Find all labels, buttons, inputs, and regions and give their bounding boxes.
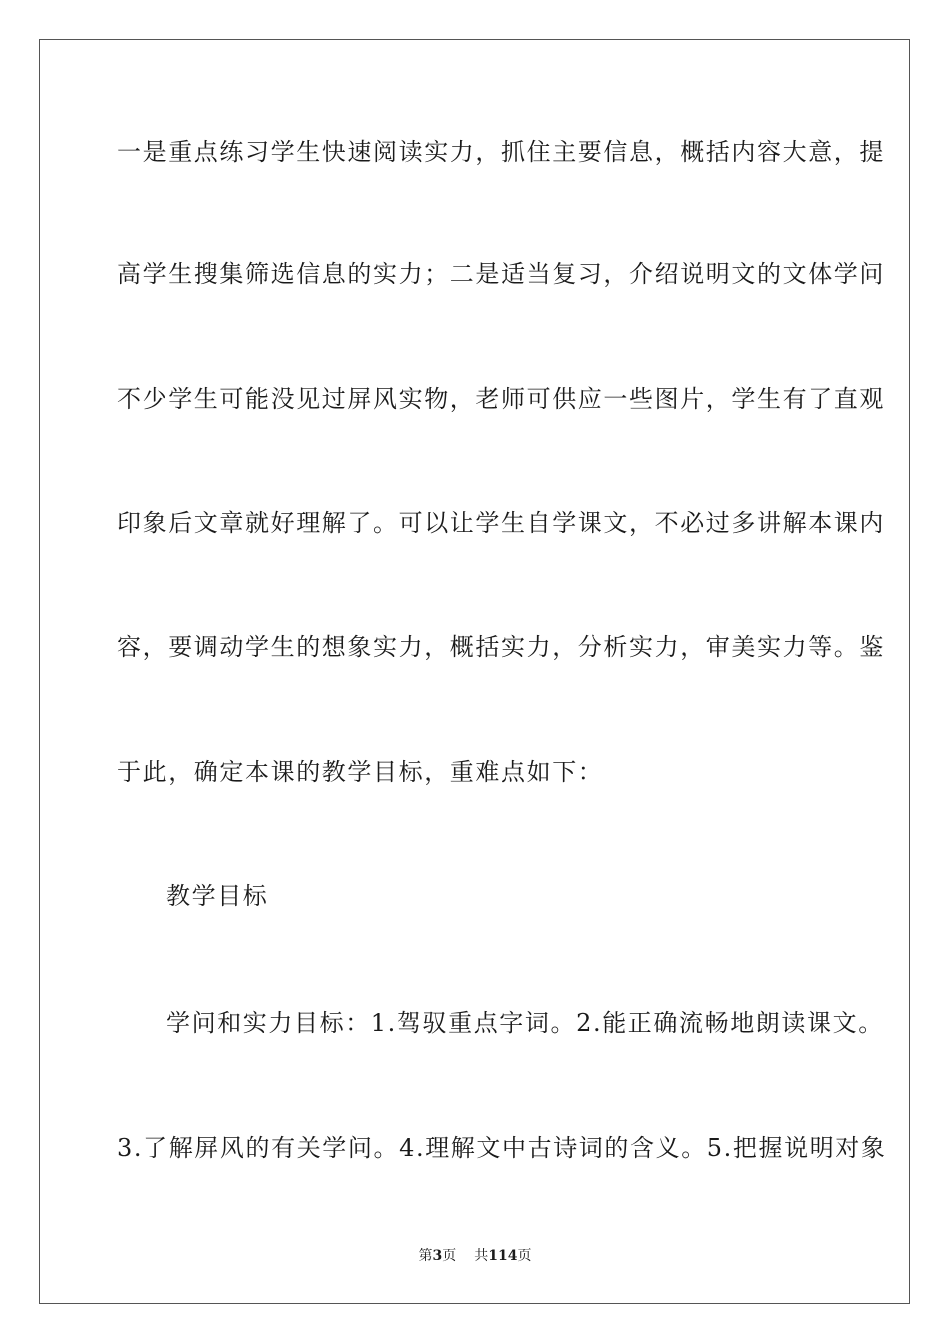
- page-footer: [0, 1247, 950, 1265]
- page-prefix: 第: [418, 1248, 433, 1264]
- page-suffix: 页: [442, 1248, 457, 1264]
- body-line-8: 学问和实力目标：1.驾驭重点字词。2.能正确流畅地朗读课文。: [166, 1009, 884, 1037]
- body-line-6: 于此，确定本课的教学目标，重难点如下：: [117, 758, 604, 786]
- page-current: 3: [432, 1248, 443, 1264]
- body-line-4: 印象后文章就好理解了。可以让学生自学课文，不必过多讲解本课内: [117, 509, 885, 537]
- body-line-3: 不少学生可能没见过屏风实物，老师可供应一些图片，学生有了直观: [117, 385, 885, 413]
- body-line-5: 容，要调动学生的想象实力，概括实力，分析实力，审美实力等。鉴: [117, 633, 885, 661]
- body-line-9: 3.了解屏风的有关学问。4.理解文中古诗词的含义。5.把握说明对象: [117, 1134, 887, 1162]
- total-prefix: 共: [474, 1248, 489, 1264]
- body-line-1: 一是重点练习学生快速阅读实力，抓住主要信息，概括内容大意，提: [117, 138, 885, 166]
- page-frame: [39, 39, 910, 1304]
- page-total: 114: [488, 1248, 518, 1264]
- section-heading: 教学目标: [166, 882, 269, 910]
- total-suffix: 页: [517, 1248, 532, 1264]
- body-line-2: 高学生搜集筛选信息的实力；二是适当复习，介绍说明文的文体学问: [117, 260, 885, 288]
